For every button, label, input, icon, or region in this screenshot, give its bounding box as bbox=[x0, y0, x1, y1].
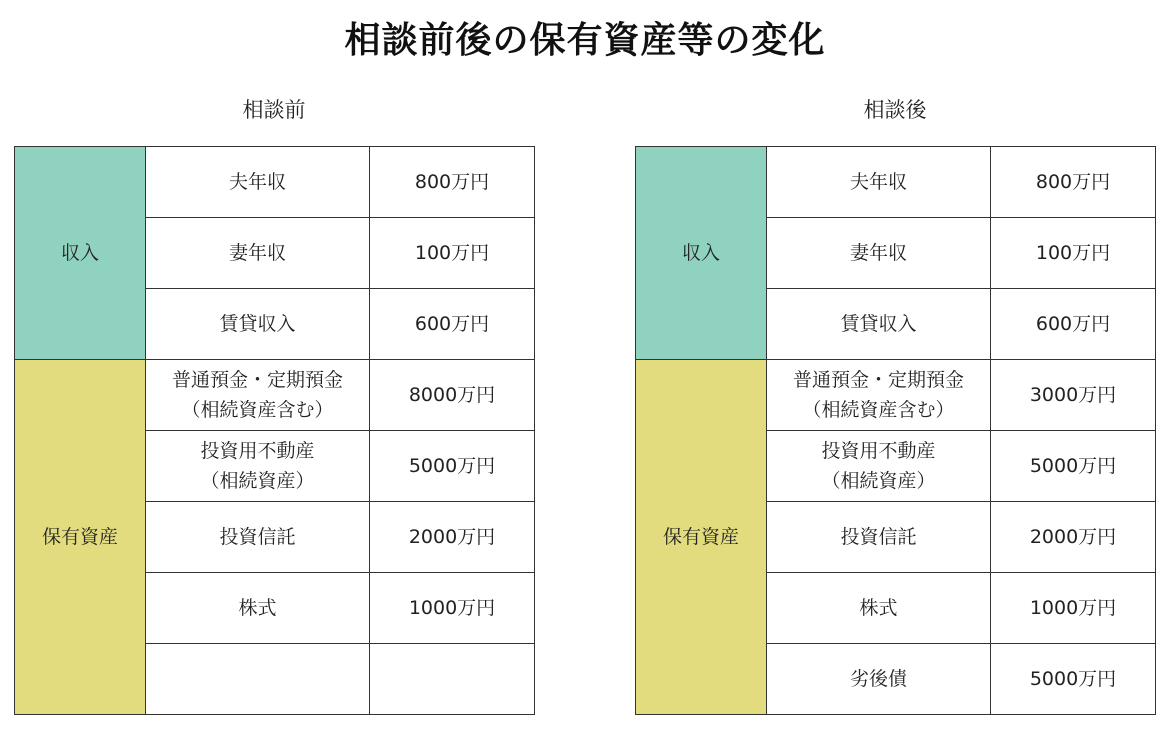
value-cell: 5000万円 bbox=[370, 431, 535, 502]
category-income: 収入 bbox=[636, 147, 767, 360]
item-cell: 賃貸収入 bbox=[146, 289, 370, 360]
value-cell: 800万円 bbox=[370, 147, 535, 218]
item-note: （相続資産） bbox=[821, 470, 936, 492]
category-assets: 保有資産 bbox=[636, 360, 767, 715]
item-cell: 夫年収 bbox=[767, 147, 991, 218]
value-cell: 800万円 bbox=[991, 147, 1156, 218]
item-cell: 投資信託 bbox=[146, 502, 370, 573]
table-after bbox=[635, 146, 1156, 715]
item-cell bbox=[767, 360, 991, 431]
item-cell: 株式 bbox=[767, 573, 991, 644]
value-cell bbox=[370, 644, 535, 715]
category-income: 収入 bbox=[15, 147, 146, 360]
page-title: 相談前後の保有資産等の変化 bbox=[344, 20, 826, 61]
table-row bbox=[15, 147, 535, 218]
value-cell: 2000万円 bbox=[370, 502, 535, 573]
value-cell: 100万円 bbox=[991, 218, 1156, 289]
item-line: 投資用不動産 bbox=[821, 439, 936, 462]
item-cell bbox=[767, 431, 991, 502]
item-cell bbox=[146, 431, 370, 502]
value-cell: 8000万円 bbox=[370, 360, 535, 431]
item-cell: 株式 bbox=[146, 573, 370, 644]
item-cell: 投資信託 bbox=[767, 502, 991, 573]
value-cell: 1000万円 bbox=[991, 573, 1156, 644]
table-row bbox=[15, 360, 535, 431]
item-cell: 妻年収 bbox=[146, 218, 370, 289]
panel-before bbox=[14, 95, 534, 715]
item-cell: 妻年収 bbox=[767, 218, 991, 289]
item-cell bbox=[146, 360, 370, 431]
value-cell: 600万円 bbox=[370, 289, 535, 360]
value-cell: 5000万円 bbox=[991, 644, 1156, 715]
value-cell: 3000万円 bbox=[991, 360, 1156, 431]
item-line: 投資用不動産 bbox=[200, 439, 315, 462]
item-cell: 賃貸収入 bbox=[767, 289, 991, 360]
item-cell: 劣後債 bbox=[767, 644, 991, 715]
panel-heading-before: 相談前 bbox=[242, 98, 306, 122]
value-cell: 1000万円 bbox=[370, 573, 535, 644]
table-row bbox=[636, 360, 1156, 431]
item-note: （相続資産含む） bbox=[802, 399, 955, 421]
table-before bbox=[14, 146, 535, 715]
category-assets: 保有資産 bbox=[15, 360, 146, 715]
table-row bbox=[636, 147, 1156, 218]
value-cell: 5000万円 bbox=[991, 431, 1156, 502]
value-cell: 600万円 bbox=[991, 289, 1156, 360]
item-note: （相続資産含む） bbox=[181, 399, 334, 421]
item-line: 普通預金・定期預金 bbox=[171, 368, 343, 391]
item-cell bbox=[146, 644, 370, 715]
panel-heading-after: 相談後 bbox=[863, 98, 927, 122]
item-line: 普通預金・定期預金 bbox=[792, 368, 964, 391]
item-cell: 夫年収 bbox=[146, 147, 370, 218]
item-note: （相続資産） bbox=[200, 470, 315, 492]
panel-after bbox=[635, 95, 1155, 715]
value-cell: 2000万円 bbox=[991, 502, 1156, 573]
value-cell: 100万円 bbox=[370, 218, 535, 289]
